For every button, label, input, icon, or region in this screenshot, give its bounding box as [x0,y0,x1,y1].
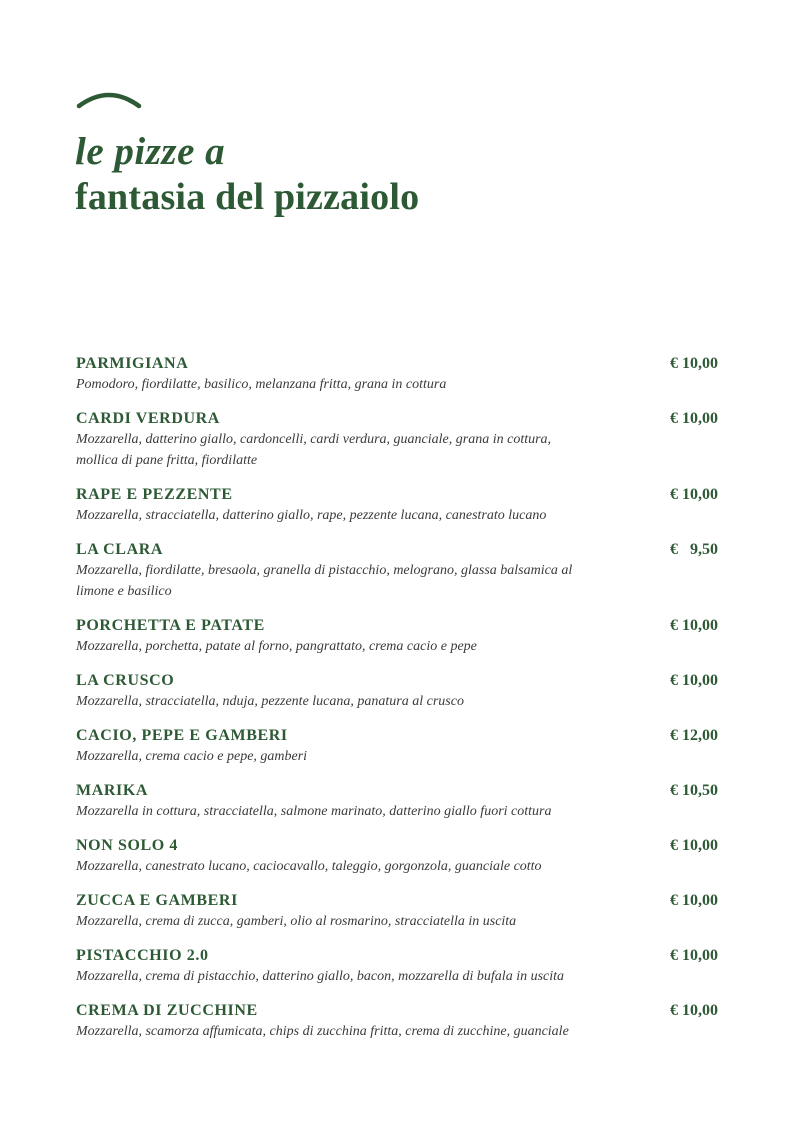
menu-item-price: € 10,00 [670,617,718,634]
menu-item-description: Mozzarella, porchetta, patate al forno, pangrattato, crema cacio e pepe [76,639,477,654]
menu-item-description: Mozzarella in cottura, stracciatella, salmone marinato, datterino giallo fuori cottura [76,804,552,819]
pizza-menu-list [76,353,718,1055]
menu-item-la-clara [76,539,718,602]
menu-item-name: PARMIGIANA [76,355,189,372]
page-title [75,128,419,218]
menu-item-name: LA CRUSCO [76,672,175,689]
menu-item-price: € 10,00 [670,355,718,372]
menu-item-price: € 12,00 [670,727,718,744]
menu-item-price: € 9,50 [670,541,718,558]
menu-item-price: € 10,00 [670,1002,718,1019]
menu-item-description: Mozzarella, datterino giallo, cardoncelli, cardi verdura, guanciale, grana in cottura, mollica di pane fritta, fiordilatte [76,432,552,468]
menu-item-non-solo-4 [76,835,718,877]
menu-item-rape-e-pezzente [76,484,718,526]
menu-item-description: Mozzarella, fiordilatte, bresaola, granella di pistacchio, melograno, glassa balsamica al limone e basilico [76,563,573,599]
menu-item-porchetta-e-patate [76,615,718,657]
menu-item-price: € 10,00 [670,892,718,909]
menu-item-description: Mozzarella, stracciatella, datterino giallo, rape, pezzente lucana, canestrato lucano [76,508,547,523]
menu-item-description: Mozzarella, stracciatella, nduja, pezzente lucana, panatura al crusco [76,694,464,709]
menu-item-marika [76,780,718,822]
menu-item-name: MARIKA [76,782,149,799]
title-line-bold: fantasia del pizzaiolo [75,176,420,218]
menu-item-price: € 10,00 [670,947,718,964]
menu-item-price: € 10,50 [670,782,718,799]
menu-item-price: € 10,00 [670,672,718,689]
arc-ornament-icon [76,90,142,110]
menu-item-name: PORCHETTA E PATATE [76,617,265,634]
menu-item-price: € 10,00 [670,486,718,503]
menu-item-zucca-e-gamberi [76,890,718,932]
title-line-italic: le pizze a [75,130,226,173]
menu-item-cacio-pepe-gamberi [76,725,718,767]
menu-item-description: Mozzarella, crema cacio e pepe, gamberi [76,749,308,764]
menu-item-name: CACIO, PEPE E GAMBERI [76,727,288,744]
menu-item-name: CREMA DI ZUCCHINE [76,1002,258,1019]
menu-item-name: PISTACCHIO 2.0 [76,947,209,964]
menu-item-name: CARDI VERDURA [76,410,220,427]
menu-item-cardi-verdura [76,408,718,471]
menu-item-la-crusco [76,670,718,712]
menu-item-description: Mozzarella, crema di zucca, gamberi, olio al rosmarino, stracciatella in uscita [76,914,517,929]
menu-item-description: Mozzarella, crema di pistacchio, datterino giallo, bacon, mozzarella di bufala in uscita [76,969,565,984]
menu-item-crema-di-zucchine [76,1000,718,1042]
menu-item-description: Mozzarella, scamorza affumicata, chips di zucchina fritta, crema di zucchine, guanciale [76,1024,569,1039]
menu-item-name: LA CLARA [76,541,164,558]
menu-item-parmigiana [76,353,718,395]
menu-item-description: Pomodoro, fiordilatte, basilico, melanzana fritta, grana in cottura [76,377,447,392]
menu-item-name: RAPE E PEZZENTE [76,486,233,503]
menu-item-name: ZUCCA E GAMBERI [76,892,238,909]
menu-item-description: Mozzarella, canestrato lucano, caciocavallo, taleggio, gorgonzola, guanciale cotto [76,859,542,874]
menu-item-pistacchio-2-0 [76,945,718,987]
menu-item-price: € 10,00 [670,410,718,427]
menu-item-name: NON SOLO 4 [76,837,179,854]
menu-item-price: € 10,00 [670,837,718,854]
